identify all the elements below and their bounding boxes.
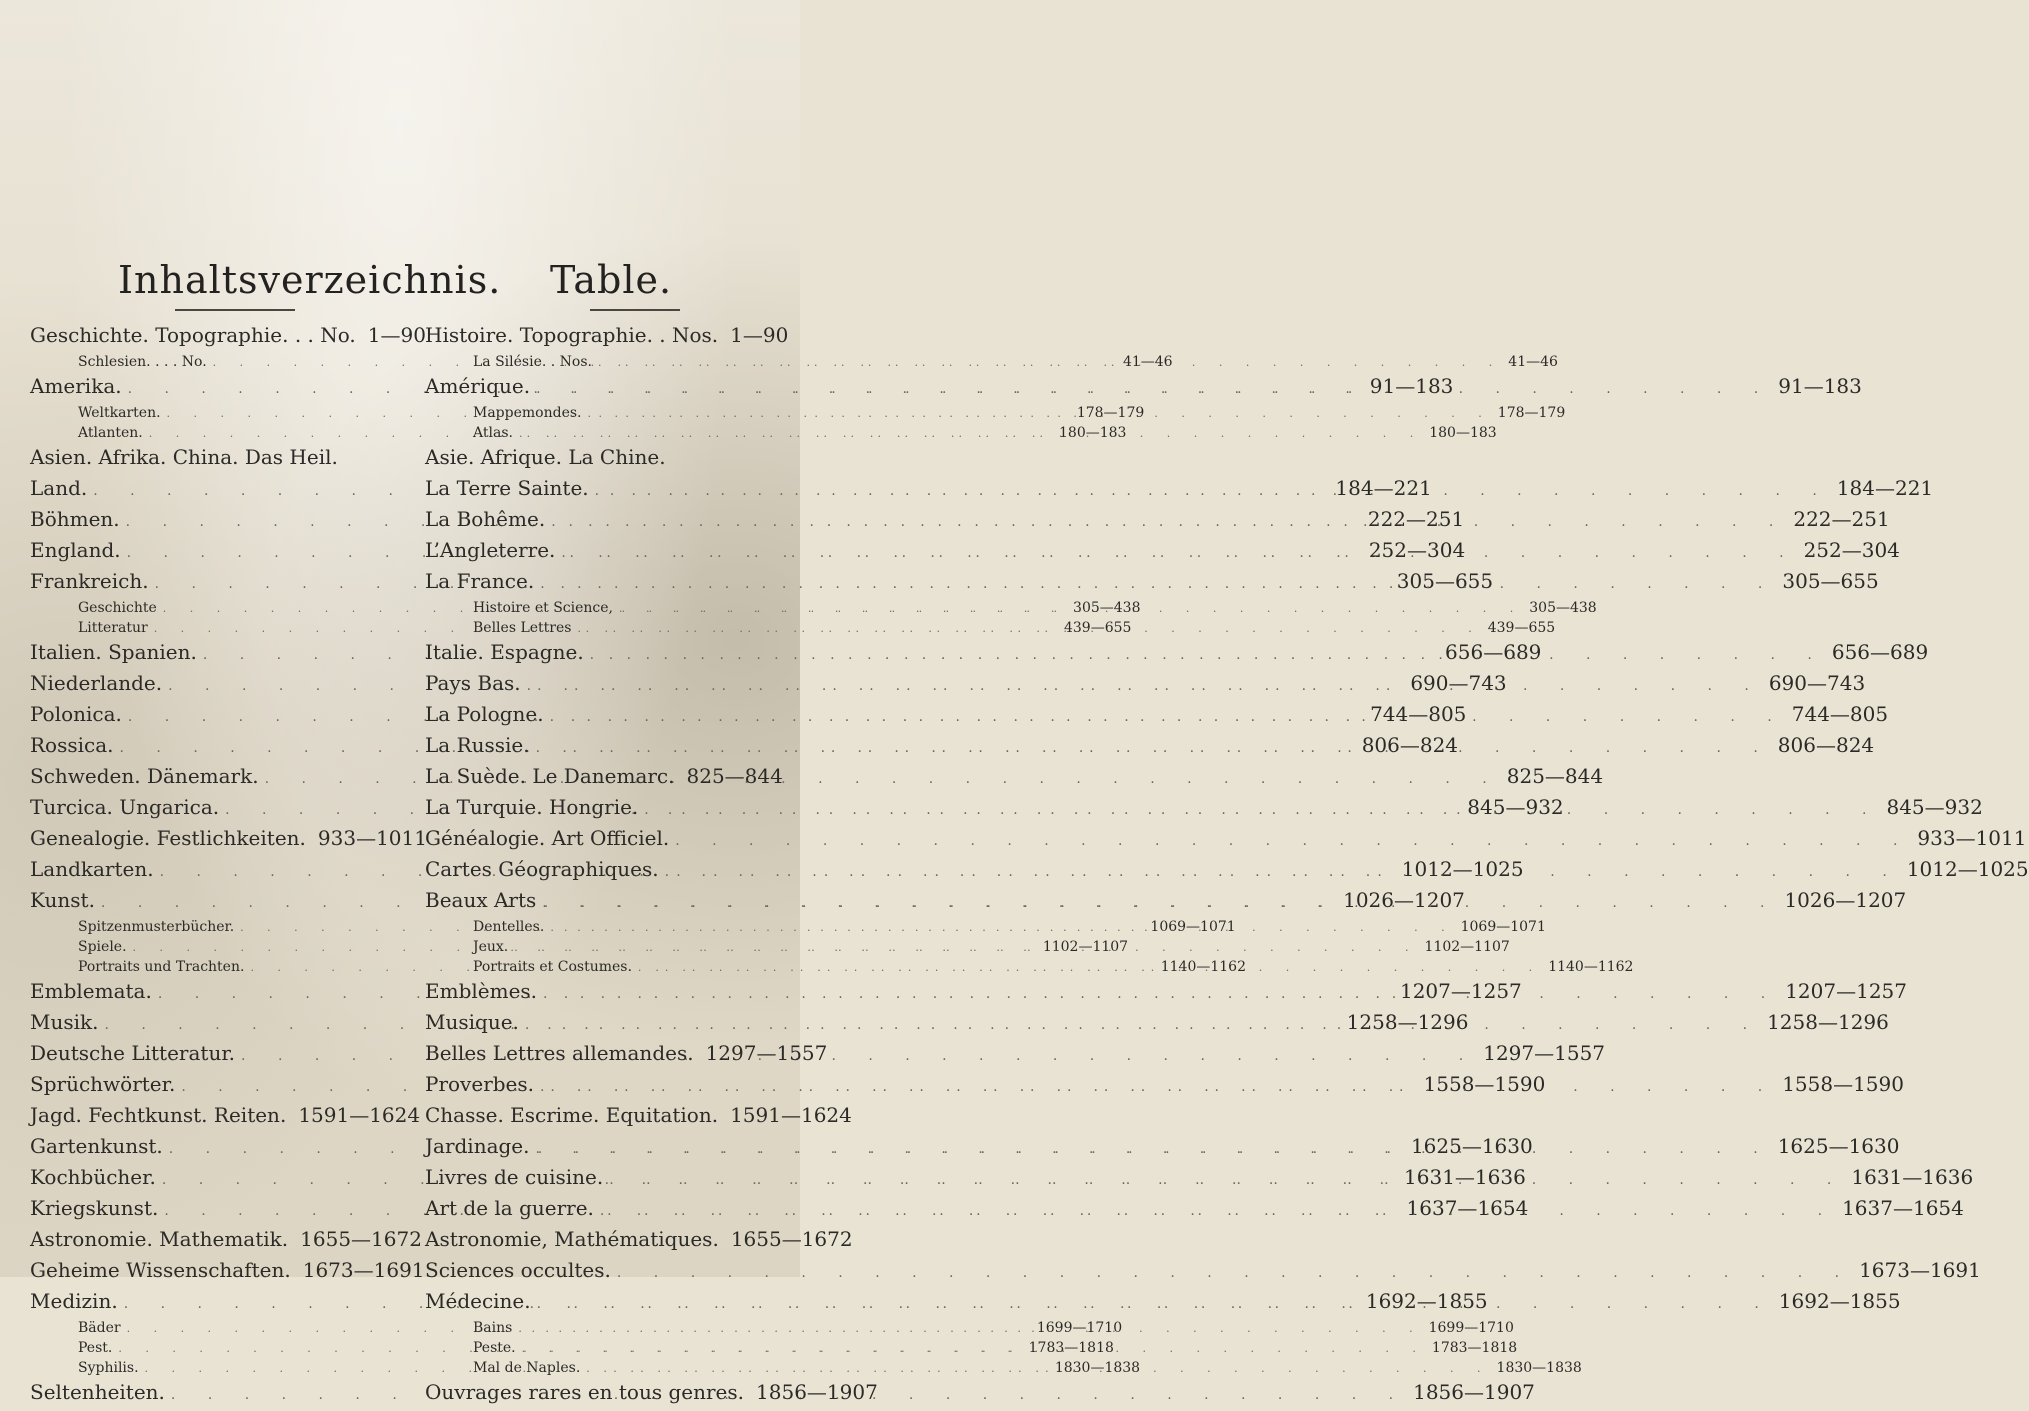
dot-leader <box>586 1362 1490 1375</box>
toc-entry-label: Musik. <box>30 1010 99 1034</box>
toc-entry-label: La Pologne. <box>425 702 544 726</box>
toc-entry-label: Syphilis. <box>78 1360 139 1376</box>
toc-entry-label: Geschichte <box>78 600 157 616</box>
toc-entry-numbers: 825—844 <box>686 764 783 788</box>
toc-entry-label: Bäder <box>78 1320 121 1336</box>
toc-entry-label: Jeux. <box>473 939 509 955</box>
title-underline-french <box>590 309 680 311</box>
toc-entry-label: Dentelles. <box>473 919 545 935</box>
toc-entry-numbers: 656—689 <box>1445 640 1542 664</box>
toc-entry-label: Schlesien. . . . No. <box>78 354 207 370</box>
dot-leader <box>598 356 1502 369</box>
toc-entry-numbers: 1830—1838 <box>1496 1360 1582 1376</box>
toc-entry-label: Medizin. <box>30 1289 118 1313</box>
toc-entry-label: Asien. Afrika. China. Das Heil. <box>30 445 338 469</box>
toc-entry-numbers: 1102—1107 <box>1042 939 1129 955</box>
toc-entry-numbers: 1140—1162 <box>1548 959 1634 975</box>
dot-leader <box>595 483 1831 499</box>
toc-entry-numbers: 806—824 <box>1777 733 1875 757</box>
toc-entry-label: Médecine. <box>425 1289 531 1313</box>
toc-entry <box>425 1227 853 1258</box>
toc-entry <box>425 795 1983 826</box>
toc-entry-numbers: 222—251 <box>1793 507 1890 531</box>
toc-entry-label: Amerika. <box>30 374 122 398</box>
toc-entry-numbers: 1673—1691 <box>1859 1258 1981 1282</box>
dot-leader <box>542 895 1778 911</box>
toc-entry <box>425 1196 1964 1227</box>
dot-leader <box>536 740 1772 756</box>
toc-entry <box>425 979 1907 1010</box>
toc-entry-label: Bains <box>473 1320 513 1336</box>
dot-leader <box>536 1141 1772 1157</box>
toc-entry-numbers: 305—655 <box>1396 569 1494 593</box>
toc-entry <box>425 1041 828 1072</box>
toc-entry-label: Geheime Wissenschaften. <box>30 1258 291 1282</box>
toc-entry <box>425 888 1907 919</box>
toc-entry-numbers: 1558—1590 <box>1782 1072 1904 1096</box>
toc-entry <box>425 1103 852 1134</box>
dot-leader <box>550 921 1454 934</box>
toc-entry-numbers: 1—90 <box>367 323 426 347</box>
toc-entry-numbers: 690—743 <box>1410 671 1507 695</box>
toc-entry-numbers: 845—932 <box>1467 795 1564 819</box>
dot-leader <box>543 986 1779 1002</box>
toc-entry <box>425 764 795 795</box>
toc-entry <box>30 445 395 476</box>
toc-entry-numbers: 933—1011 <box>317 826 427 850</box>
toc-entry-numbers: 1856—1907 <box>1413 1380 1535 1404</box>
toc-entry-label: Astronomie. Mathematik. <box>30 1227 289 1251</box>
page-title-french: Table. <box>550 258 673 302</box>
toc-entry-numbers: 1012—1025 <box>1401 857 1524 881</box>
toc-entry <box>425 507 1890 538</box>
toc-entry <box>425 640 1929 671</box>
toc-entry-label: Frankreich. <box>30 569 149 593</box>
toc-entry <box>425 959 1634 979</box>
toc-entry-label: Histoire et Science, <box>473 600 613 616</box>
dot-leader <box>522 1342 1426 1355</box>
toc-entry-numbers: 1558—1590 <box>1423 1072 1546 1096</box>
toc-entry <box>425 425 1497 445</box>
toc-entry-numbers: 1297—1557 <box>1483 1041 1606 1065</box>
dot-leader <box>617 1265 1853 1281</box>
page-title-german: Inhaltsverzeichnis. <box>118 258 502 302</box>
toc-entry-label: Gartenkunst. <box>30 1134 163 1158</box>
toc-entry-label: Proverbes. <box>425 1072 535 1096</box>
dot-leader <box>540 1079 1776 1095</box>
title-underline-german <box>175 309 295 311</box>
toc-entry-numbers: 252—304 <box>1803 538 1900 562</box>
toc-entry <box>30 1258 425 1289</box>
toc-entry-numbers: 1625—1630 <box>1410 1134 1533 1158</box>
dot-leader <box>561 545 1797 561</box>
toc-entry-label: Seltenheiten. <box>30 1380 165 1404</box>
toc-entry-label: La Silésie. . Nos. <box>473 354 592 370</box>
toc-entry-label: Mal de Naples. <box>473 1360 581 1376</box>
toc-entry-numbers: 1140—1162 <box>1160 959 1246 975</box>
toc-entry-numbers: 933—1011 <box>1917 826 2027 850</box>
toc-entry-label: Weltkarten. <box>78 405 161 421</box>
toc-entry <box>425 445 795 476</box>
toc-entry-numbers: 1655—1672 <box>300 1227 422 1251</box>
toc-entry-label: Spiele. <box>78 939 127 955</box>
toc-entry-numbers: 41—46 <box>1122 354 1173 370</box>
toc-entry <box>425 1289 1901 1320</box>
toc-entry-numbers: 184—221 <box>1335 476 1432 500</box>
toc-entry-numbers: 1830—1838 <box>1054 1360 1141 1376</box>
toc-entry-numbers: 1692—1855 <box>1778 1289 1901 1313</box>
toc-entry <box>425 826 2027 857</box>
toc-entry-numbers: 180—183 <box>1059 425 1127 441</box>
toc-entry <box>425 939 1510 959</box>
toc-entry-numbers: 1069—1071 <box>1150 919 1236 935</box>
toc-entry-numbers: 1637—1654 <box>1406 1196 1529 1220</box>
toc-entry-numbers: 744—805 <box>1791 702 1889 726</box>
toc-entry-label: Land. <box>30 476 88 500</box>
toc-entry-numbers: 305—655 <box>1782 569 1879 593</box>
toc-entry-label: Ouvrages rares en tous genres. <box>425 1380 745 1404</box>
dot-leader <box>518 1322 1422 1335</box>
toc-entry <box>425 538 1900 569</box>
dot-leader <box>550 709 1786 725</box>
toc-entry-numbers: 184—221 <box>1836 476 1934 500</box>
toc-entry-label: Généalogie. Art Officiel. <box>425 826 670 850</box>
toc-entry-numbers: 1207—1257 <box>1399 979 1522 1003</box>
toc-entry-label: Amérique. <box>425 374 531 398</box>
toc-entry-label: La Terre Sainte. <box>425 476 589 500</box>
toc-entry-numbers: 1026—1207 <box>1343 888 1465 912</box>
toc-entry-label: Turcica. Ungarica. <box>30 795 220 819</box>
dot-leader <box>600 1203 1836 1219</box>
toc-entry-numbers: 825—844 <box>1506 764 1604 788</box>
toc-entry-label: Spitzenmusterbücher. <box>78 919 235 935</box>
toc-entry-label: Astronomie, Mathématiques. <box>425 1227 719 1251</box>
dot-leader <box>644 802 1880 818</box>
toc-entry-label: La Turquie. Hongrie. <box>425 795 639 819</box>
toc-entry-numbers: 1631—1636 <box>1851 1165 1974 1189</box>
dot-leader <box>638 961 1542 974</box>
toc-entry-label: Genealogie. Festlichkeiten. <box>30 826 306 850</box>
toc-entry-numbers: 1258—1296 <box>1346 1010 1469 1034</box>
toc-entry-label: Emblemata. <box>30 979 152 1003</box>
dot-leader <box>540 576 1776 592</box>
toc-entry-label: Cartes Géographiques. <box>425 857 659 881</box>
dot-leader <box>577 622 1481 635</box>
toc-entry-label: Jardinage. <box>425 1134 530 1158</box>
toc-entry-numbers: 1297—1557 <box>705 1041 828 1065</box>
dot-leader <box>609 1172 1845 1188</box>
toc-entry <box>30 1103 421 1134</box>
toc-entry-numbers: 845—932 <box>1886 795 1983 819</box>
toc-entry-label: Sprüchwörter. <box>30 1072 176 1096</box>
toc-entry <box>425 1134 1900 1165</box>
dot-leader <box>588 407 1492 420</box>
toc-entry-numbers: 1631—1636 <box>1404 1165 1526 1189</box>
toc-entry-label: Litteratur <box>78 620 148 636</box>
toc-entry-label: La Bohême. <box>425 507 546 531</box>
toc-entry-label: Rossica. <box>30 733 114 757</box>
toc-entry <box>425 857 2029 888</box>
toc-entry-numbers: 91—183 <box>1369 374 1454 398</box>
toc-entry-label: Asie. Afrique. La Chine. <box>425 445 666 469</box>
toc-entry <box>425 323 795 354</box>
toc-entry <box>425 1010 1889 1041</box>
toc-entry <box>425 919 1546 939</box>
toc-entry <box>425 1340 1518 1360</box>
toc-entry-numbers: 178—179 <box>1497 405 1566 421</box>
toc-entry-numbers: 178—179 <box>1076 405 1145 421</box>
toc-entry-numbers: 744—805 <box>1370 702 1467 726</box>
toc-entry-label: L’Angleterre. <box>425 538 556 562</box>
toc-entry-label: Beaux Arts <box>425 888 537 912</box>
toc-entry <box>30 826 427 857</box>
dot-leader <box>525 1017 1761 1033</box>
dot-leader <box>514 941 1418 954</box>
toc-entry-numbers: 806—824 <box>1361 733 1459 757</box>
toc-entry <box>425 1320 1514 1340</box>
toc-entry-numbers: 1102—1107 <box>1424 939 1510 955</box>
toc-entry-numbers: 305—438 <box>1529 600 1597 616</box>
toc-entry-numbers: 1207—1257 <box>1785 979 1907 1003</box>
toc-entry-numbers: 439—655 <box>1063 620 1132 636</box>
toc-entry <box>425 354 1558 374</box>
dot-leader <box>675 833 1911 849</box>
toc-entry-label: La France. <box>425 569 535 593</box>
toc-entry-label: Niederlande. <box>30 671 163 695</box>
toc-entry-numbers: 1783—1818 <box>1028 1340 1114 1356</box>
toc-entry-numbers: 690—743 <box>1768 671 1866 695</box>
toc-entry-label: Kochbücher. <box>30 1165 156 1189</box>
toc-entry-numbers: 1258—1296 <box>1767 1010 1889 1034</box>
toc-entry-numbers: 41—46 <box>1508 354 1558 370</box>
toc-entry-numbers: 1783—1818 <box>1431 1340 1518 1356</box>
toc-entry-label: Kriegskunst. <box>30 1196 159 1220</box>
dot-leader <box>590 647 1826 663</box>
dot-leader <box>537 1296 1773 1312</box>
toc-entry-label: Mappemondes. <box>473 405 582 421</box>
toc-entry-label: Peste. <box>473 1340 516 1356</box>
dot-leader <box>665 864 1901 880</box>
toc-entry <box>425 620 1556 640</box>
toc-entry <box>425 374 1862 405</box>
toc-entry-label: Musique. <box>425 1010 519 1034</box>
toc-entry-label: Landkarten. <box>30 857 154 881</box>
toc-entry-label: Pays Bas. <box>425 671 521 695</box>
toc-entry-numbers: 1625—1630 <box>1777 1134 1900 1158</box>
dot-leader <box>551 514 1787 530</box>
toc-entry <box>425 1072 1904 1103</box>
dot-leader <box>619 602 1523 615</box>
toc-entry-numbers: 1637—1654 <box>1842 1196 1964 1220</box>
toc-entry-label: Emblèmes. <box>425 979 538 1003</box>
toc-entry-label: Deutsche Litteratur. <box>30 1041 236 1065</box>
toc-entry-numbers: 1673—1691 <box>302 1258 425 1282</box>
toc-entry-label: Böhmen. <box>30 507 120 531</box>
toc-entry-numbers: 222—251 <box>1367 507 1465 531</box>
toc-entry <box>425 1258 1981 1289</box>
toc-entry-numbers: 91—183 <box>1778 374 1862 398</box>
toc-entry <box>425 671 1866 702</box>
toc-entry-label: Portraits et Costumes. <box>473 959 632 975</box>
toc-entry-numbers: 1026—1207 <box>1784 888 1907 912</box>
toc-entry-label: Geschichte. Topographie. . . No. <box>30 323 356 347</box>
toc-entry-label: Portraits und Trachten. <box>78 959 245 975</box>
toc-entry-label: Kunst. <box>30 888 95 912</box>
toc-entry-numbers: 1699—1710 <box>1428 1320 1514 1336</box>
toc-entry <box>425 1360 1582 1380</box>
toc-entry-numbers: 1012—1025 <box>1906 857 2029 881</box>
toc-entry-label: Atlanten. <box>78 425 143 441</box>
toc-entry-label: Italie. Espagne. <box>425 640 584 664</box>
toc-entry-numbers: 180—183 <box>1429 425 1497 441</box>
toc-entry <box>425 405 1566 425</box>
toc-entry <box>425 733 1875 764</box>
toc-entry-label: Jagd. Fechtkunst. Reiten. <box>30 1103 287 1127</box>
toc-entry-numbers: 1699—1710 <box>1036 1320 1123 1336</box>
toc-entry-numbers: 252—304 <box>1368 538 1466 562</box>
toc-entry <box>425 1165 1974 1196</box>
toc-entry-label: Schweden. Dänemark. <box>30 764 259 788</box>
toc-entry-label: Italien. Spanien. <box>30 640 197 664</box>
toc-entry <box>425 1380 878 1411</box>
toc-entry-label: Atlas. <box>473 425 513 441</box>
toc-entry-label: La Russie. <box>425 733 530 757</box>
toc-entry-numbers: 305—438 <box>1073 600 1141 616</box>
toc-entry-label: Belles Lettres <box>473 620 572 636</box>
toc-entry-numbers: 1655—1672 <box>730 1227 853 1251</box>
toc-entry-label: Sciences occultes. <box>425 1258 611 1282</box>
toc-entry <box>30 1227 422 1258</box>
toc-entry <box>30 323 426 354</box>
toc-entry-label: Art de la guerre. <box>425 1196 594 1220</box>
toc-entry-numbers: 1591—1624 <box>730 1103 852 1127</box>
dot-leader <box>519 427 1423 440</box>
toc-entry <box>425 702 1889 733</box>
toc-entry-numbers: 1692—1855 <box>1365 1289 1488 1313</box>
toc-entry <box>425 600 1597 620</box>
toc-entry-label: England. <box>30 538 121 562</box>
toc-entry-label: Chasse. Escrime. Equitation. <box>425 1103 719 1127</box>
toc-entry-numbers: 656—689 <box>1831 640 1929 664</box>
dot-leader <box>536 381 1772 397</box>
toc-entry <box>425 569 1879 600</box>
toc-entry-label: La Suède. Le Danemarc. <box>425 764 675 788</box>
toc-entry-numbers: 1—90 <box>730 323 789 347</box>
toc-entry-numbers: 1591—1624 <box>298 1103 421 1127</box>
toc-entry <box>425 476 1934 507</box>
toc-entry-label: Pest. <box>78 1340 113 1356</box>
toc-column-french <box>425 323 2029 1411</box>
toc-entry-numbers: 1069—1071 <box>1460 919 1546 935</box>
toc-entry-numbers: 1856—1907 <box>756 1380 878 1404</box>
toc-entry-label: Livres de cuisine. <box>425 1165 604 1189</box>
toc-entry-label: Histoire. Topographie. . Nos. <box>425 323 719 347</box>
toc-entry-label: Polonica. <box>30 702 122 726</box>
toc-entry-numbers: 439—655 <box>1487 620 1556 636</box>
dot-leader <box>527 678 1763 694</box>
toc-entry-label: Belles Lettres allemandes. <box>425 1041 694 1065</box>
